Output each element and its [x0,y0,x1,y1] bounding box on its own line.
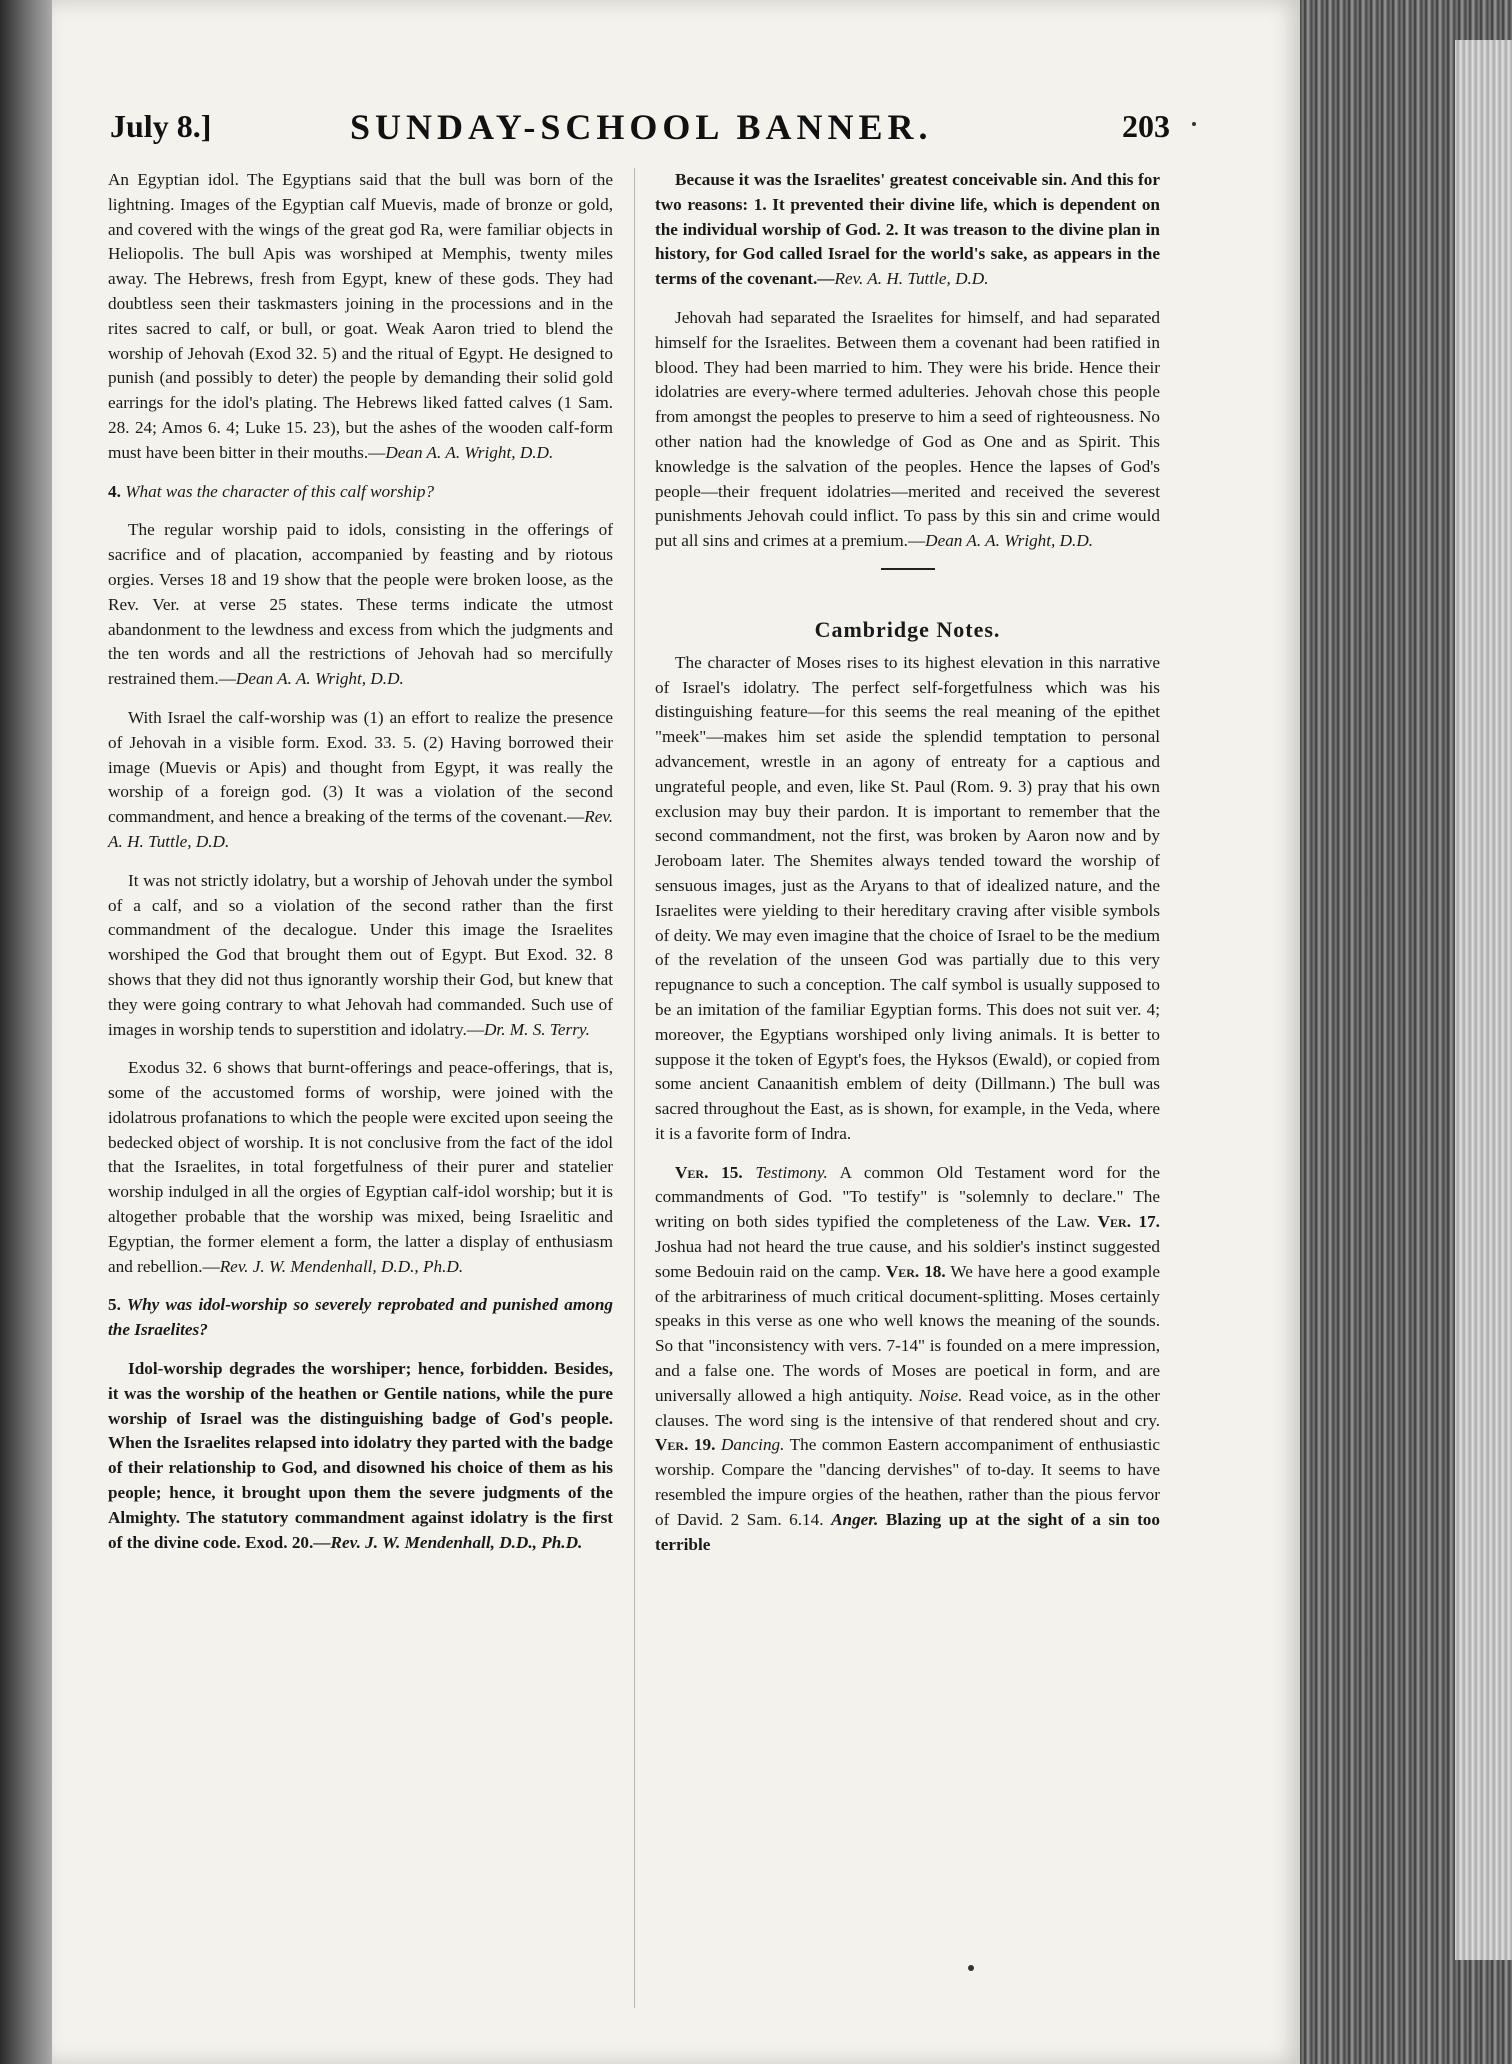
header-date: July 8.] [110,108,212,144]
signature: Rev. J. W. Mendenhall, D.D., Ph.D. [219,1256,464,1276]
ink-speck [1192,122,1196,126]
left-column [108,168,613,1569]
paragraph: Jehovah had separated the Israelites for himself, and had separated himself for the Israelites. Between them a covenant had been ratified in blood. They had been married to him. They were his bride. Hence their idolatries are every-where termed adulteries. Jehovah chose this people from amongst the peoples to preserve to him a seed of righteousness. No other nation had the knowledge of God as One and as Spirit. This knowledge is the salvation of the peoples. Hence the lapses of God's people—their frequent idolatries—merited and received the severest punishments Jehovah could inflict. To pass by this sin and crime would put all sins and crimes at a premium.—Dean A. A. Wright, D.D. [655,307,1160,551]
verse-notes: Ver. 15. Testimony. A common Old Testament word for the commandments of God. "To testify" is "solemnly to declare." The writing on both sides typified the completeness of the Law. Ver. 17. Joshua had not heard the true cause, and his soldier's instinct suggested some Bedouin raid on the camp. Ver. 18. We have here a good example of the arbitrariness of much critical document-splitting. Moses certainly speaks in this verse as one who well knows the meaning of the sounds. So that "inconsistency with vers. 7-14" is founded on a mere impression, and a false one. The words of Moses are poetical in form, and are universally allowed a high antiquity. Noise. Read voice, as in the other clauses. The word sing is the intensive of that rendered shout and cry. Ver. 19. Dancing. The common Eastern accompaniment of enthusiastic worship. Compare the "dancing dervishes" of to-day. It seems to have resembled the impure orgies of the heathen, rather than the pious fervor of David. 2 Sam. 6.14. Anger. Blazing up at the sight of a sin too terrible [655,1162,1160,1554]
running-header [110,104,1170,152]
paragraph: The character of Moses rises to its highest elevation in this narrative of Israel's idolatry. The perfect self-forgetfulness which was his distinguishing feature—for this seems the real meaning of the epithet "meek"—makes him set aside the splendid temptation to personal advancement, wrestle in an agony of entreaty for a captious and ungrateful people, and even, like St. Paul (Rom. 9. 3) pray that his own exclusion may buy their pardon. It is important to remember that the second commandment, not the first, was broken by Aaron now and by Jeroboam later. The Shemites always tended toward the worship of sensuous images, just as the Aryans to that of idealized nature, and the Israelites were yielding to their hereditary craving after visible symbols of deity. We may even imagine that the choice of Israel to be the medium of the revelation of the unseen God was partially due to this very repugnance to such a conception. The calf symbol is usually supposed to be an imitation of the familiar Egyptian forms. This does not suit ver. 4; moreover, the Egyptians worshiped only living animals. It is better to suppose it the token of Egypt's foes, the Hyksos (Ewald), or copied from some ancient Canaanitish emblem of deity (Dillmann.) The bull was sacred throughout the East, as is shown, for example, in the Veda, where it is a favorite form of Indra. [655,652,1160,1143]
right-column [655,168,1160,1571]
page-number: 203 [1122,108,1170,144]
signature: Rev. A. H. Tuttle, D.D. [834,269,989,289]
paragraph: The regular worship paid to idols, consisting in the offerings of sacrifice and of placation, accompanied by feasting and by riotous orgies. Verses 18 and 19 show that the people were broken loose, as the Rev. Ver. at verse 25 states. These terms indicate the utmost abandonment to the lewdness and excess from which the judgments and the ten words and all the restrictions of Jehovah had so mercifully restrained them.—Dean A. A. Wright, D.D. [108,520,613,689]
signature: Dean A. A. Wright, D.D. [925,531,1094,551]
ink-speck [968,1965,974,1971]
signature: Dr. M. S. Terry. [484,1019,590,1039]
paragraph: It was not strictly idolatry, but a worship of Jehovah under the symbol of a calf, and so a violation of the second rather than the first commandment of the decalogue. Under this image the Israelites worshiped the God that brought them out of Egypt. But Exod. 32. 8 shows that they did not thus ignorantly worship their God, but knew that they were going contrary to what Jehovah had commanded. Such use of images in worship tends to superstition and idolatry.—Dr. M. S. Terry. [108,870,613,1039]
column-divider [634,168,635,2008]
section-divider [881,568,935,570]
paragraph: Because it was the Israelites' greatest conceivable sin. And this for two reasons: 1. It prevented their divine life, which is dependent on the individual worship of God. 2. It was treason to the divine plan in history, for God called Israel for the world's sake, as appears in the terms of the covenant.—Rev. A. H. Tuttle, D.D. [655,170,1160,289]
paragraph: An Egyptian idol. The Egyptians said that the bull was born of the lightning. Images of the Egyptian calf Muevis, made of bronze or gold, and covered with the wings of the great god Ra, were familiar objects in Heliopolis. The bull Apis was worshiped at Memphis, twenty miles away. The Hebrews, fresh from Egypt, knew of these gods. They had doubtless seen their taskmasters joining in the processions and in the rites sacred to calf, or bull, or goat. Weak Aaron tried to blend the worship of Jehovah (Exod 32. 5) and the ritual of Egypt. He designed to punish (and possibly to deter) the people by demanding their solid gold earrings for the idol's plating. The Hebrews liked fatted calves (1 Sam. 28. 24; Amos 6. 4; Luke 15. 23), but the ashes of the wooden calf-form must have been bitter in their mouths.—Dean A. A. Wright, D.D. [108,170,613,462]
signature: Rev. J. W. Mendenhall, D.D., Ph.D. [330,1532,583,1552]
signature: Dean A. A. Wright, D.D. [385,442,554,462]
question-heading: 5. Why was idol-worship so severely reprobated and punished among the Israelites? [108,1295,613,1340]
signature: Dean A. A. Wright, D.D. [235,669,404,689]
header-title: SUNDAY-SCHOOL BANNER. [350,107,933,147]
paragraph: Idol-worship degrades the worshiper; hence, forbidden. Besides, it was the worship of the heathen or Gentile nations, while the pure worship of Israel was the distinguishing badge of God's people. When the Israelites relapsed into idolatry they parted with the badge of their relationship to God, and disowned his choice of them as his people; hence, it brought upon them the severe judgments of the Almighty. The statutory commandment against idolatry is the first of the divine code. Exod. 20.—Rev. J. W. Mendenhall, D.D., Ph.D. [108,1359,613,1552]
signature: Rev. A. H. Tuttle, D.D. [108,807,613,851]
page-stack-edge [1455,40,1512,1960]
paragraph: Exodus 32. 6 shows that burnt-offerings and peace-offerings, that is, some of the accustomed forms of worship, were joined with the idolatrous profanations to which the people were excited upon seeing the bedecked object of worship. It is not conclusive from the fact of the idol that the Israelites, in total forgetfulness of their purer and statelier worship indulged in all the orgies of Egyptian calf-idol worship; but it is altogether probable that the worship was mixed, being Israelitic and Egyptian, the former element a form, the latter a display of enthusiasm and rebellion.—Rev. J. W. Mendenhall, D.D., Ph.D. [108,1058,613,1276]
section-title: Cambridge Notes. [814,616,1001,642]
page-left-edge [0,0,60,2064]
paragraph: With Israel the calf-worship was (1) an effort to realize the presence of Jehovah in a visible form. Exod. 33. 5. (2) Having borrowed their image (Muevis or Apis) and thought from Egypt, it was really the worship of a foreign god. (3) It was a violation of the second commandment, and hence a breaking of the terms of the covenant.—Rev. A. H. Tuttle, D.D. [108,707,613,851]
question-heading: 4. What was the character of this calf worship? [108,481,435,501]
